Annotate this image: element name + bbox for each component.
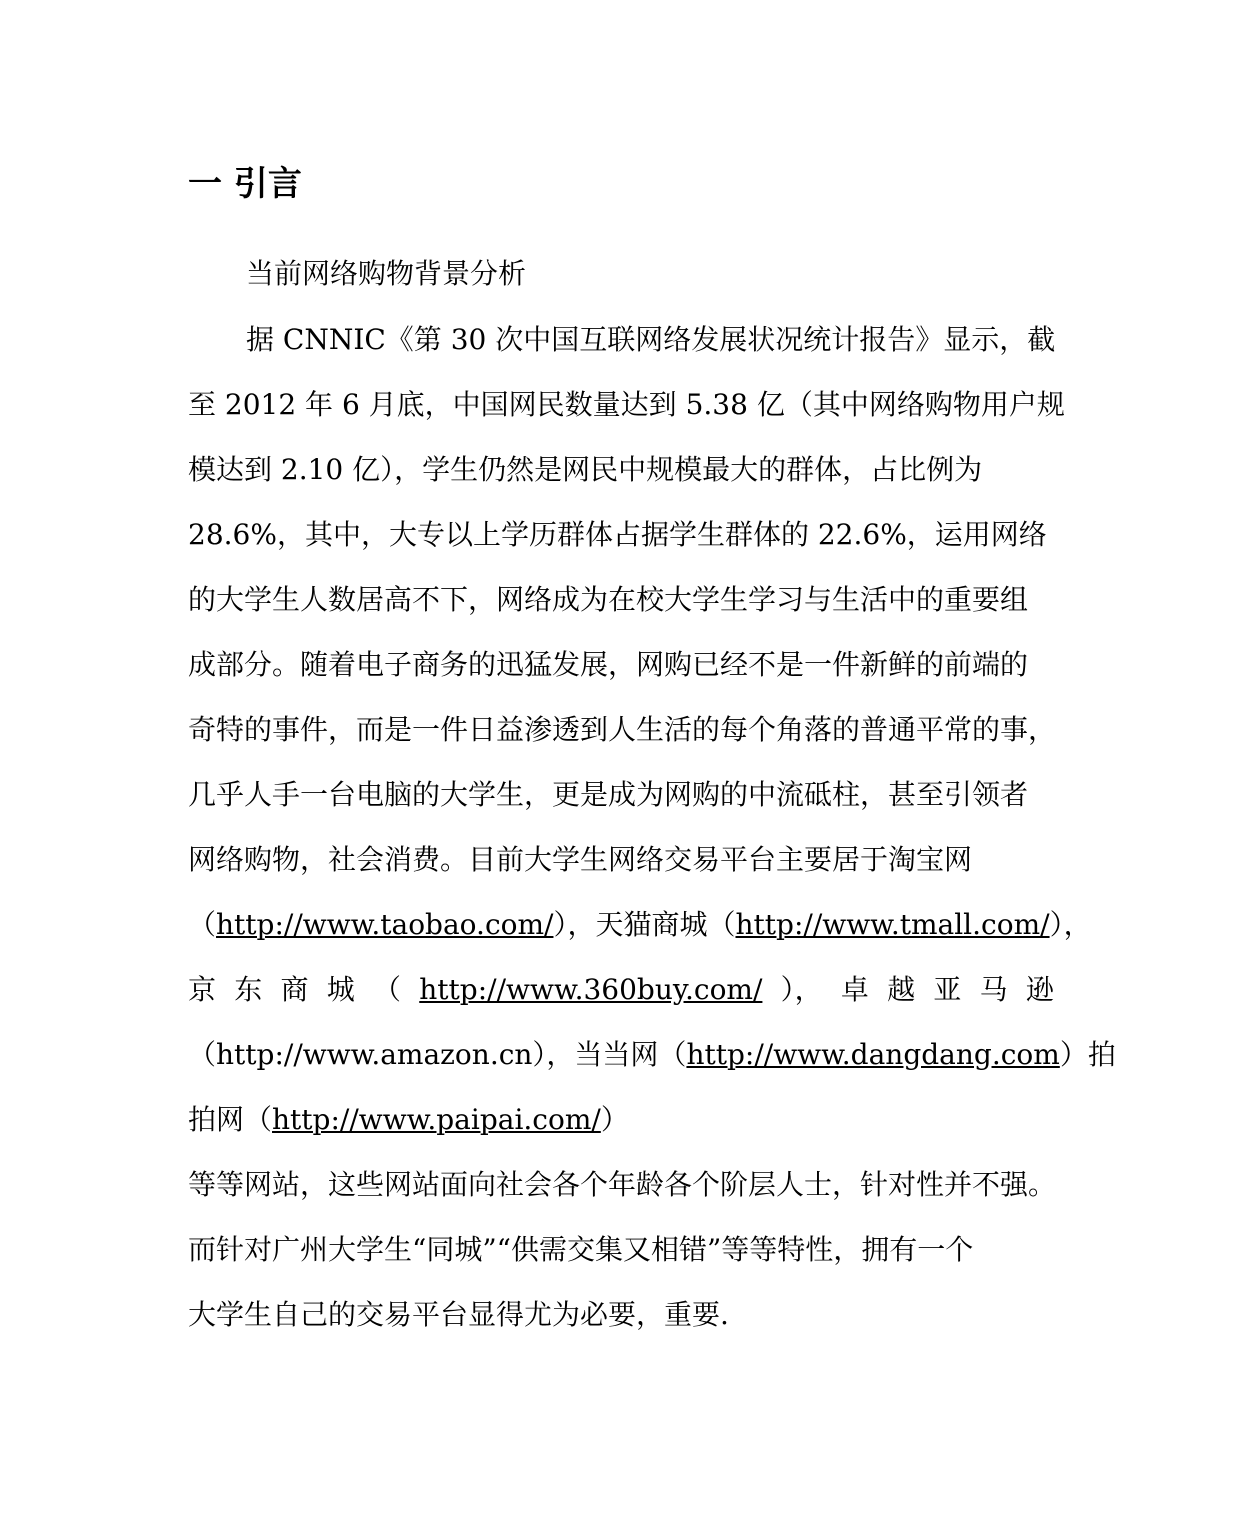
paragraph-line: 而针对广州大学生“同城”“供需交集又相错”等等特性，拥有一个 (188, 1233, 974, 1266)
word: 商 (280, 973, 309, 1006)
link-text: （http://www.taobao.com/），天猫商城（http://www.tmall.com/）， (188, 908, 1092, 941)
paipai-link[interactable]: http://www.paipai.com/ (272, 1103, 601, 1136)
paragraph-line: 网络购物，社会消费。目前大学生网络交易平台主要居于淘宝网 (188, 843, 973, 876)
section-heading: 一 引言 (188, 164, 302, 204)
paragraph-line: 据 CNNIC《第 30 次中国互联网络发展状况统计报告》显示，截 (246, 323, 1056, 356)
links-line-360buy (188, 968, 1054, 1012)
word: 马 (979, 973, 1008, 1006)
word: 京 (188, 973, 217, 1006)
paragraph-line: 的大学生人数居高不下，网络成为在校大学生学习与生活中的重要组 (188, 583, 1029, 616)
paragraph-line: 成部分。随着电子商务的迅猛发展，网购已经不是一件新鲜的前端的 (188, 648, 1029, 681)
word: ）， (780, 973, 823, 1006)
links-line-amazon-dangdang: （http://www.amazon.cn），当当网（http://www.dangdang.com）拍 (188, 1038, 1116, 1071)
links-line-taobao-tmall (188, 903, 1092, 947)
paragraph-line: 等等网站，这些网站面向社会各个年龄各个阶层人士，针对性并不强。 (188, 1168, 1057, 1201)
paragraph-line: 奇特的事件，而是一件日益渗透到人生活的每个角落的普通平常的事， (188, 713, 1057, 746)
word: 东 (234, 973, 263, 1006)
subheading: 当前网络购物背景分析 (246, 257, 527, 290)
word: 逊 (1025, 973, 1054, 1006)
paragraph-line: 模达到 2.10 亿），学生仍然是网民中规模最大的群体，占比例为 (188, 453, 983, 486)
word: 卓 (840, 973, 869, 1006)
word: 城 (326, 973, 355, 1006)
dangdang-link[interactable]: http://www.dangdang.com (686, 1038, 1060, 1071)
taobao-link[interactable]: http://www.taobao.com/ (216, 908, 554, 941)
paragraph-line: 28.6%，其中，大专以上学历群体占据学生群体的 22.6%，运用网络 (188, 518, 1047, 551)
links-line-paipai: 拍网（http://www.paipai.com/） (188, 1103, 629, 1136)
paragraph-line: 至 2012 年 6 月底，中国网民数量达到 5.38 亿（其中网络购物用户规 (188, 388, 1065, 421)
paragraph-line: 几乎人手一台电脑的大学生，更是成为网购的中流砥柱，甚至引领者 (188, 778, 1029, 811)
tmall-link[interactable]: http://www.tmall.com/ (735, 908, 1050, 941)
word: 亚 (933, 973, 962, 1006)
word: （ (373, 973, 402, 1006)
paragraph-line: 大学生自己的交易平台显得尤为必要，重要. (188, 1298, 729, 1331)
360buy-link[interactable]: http://www.360buy.com/ (419, 973, 763, 1006)
word: 越 (887, 973, 916, 1006)
